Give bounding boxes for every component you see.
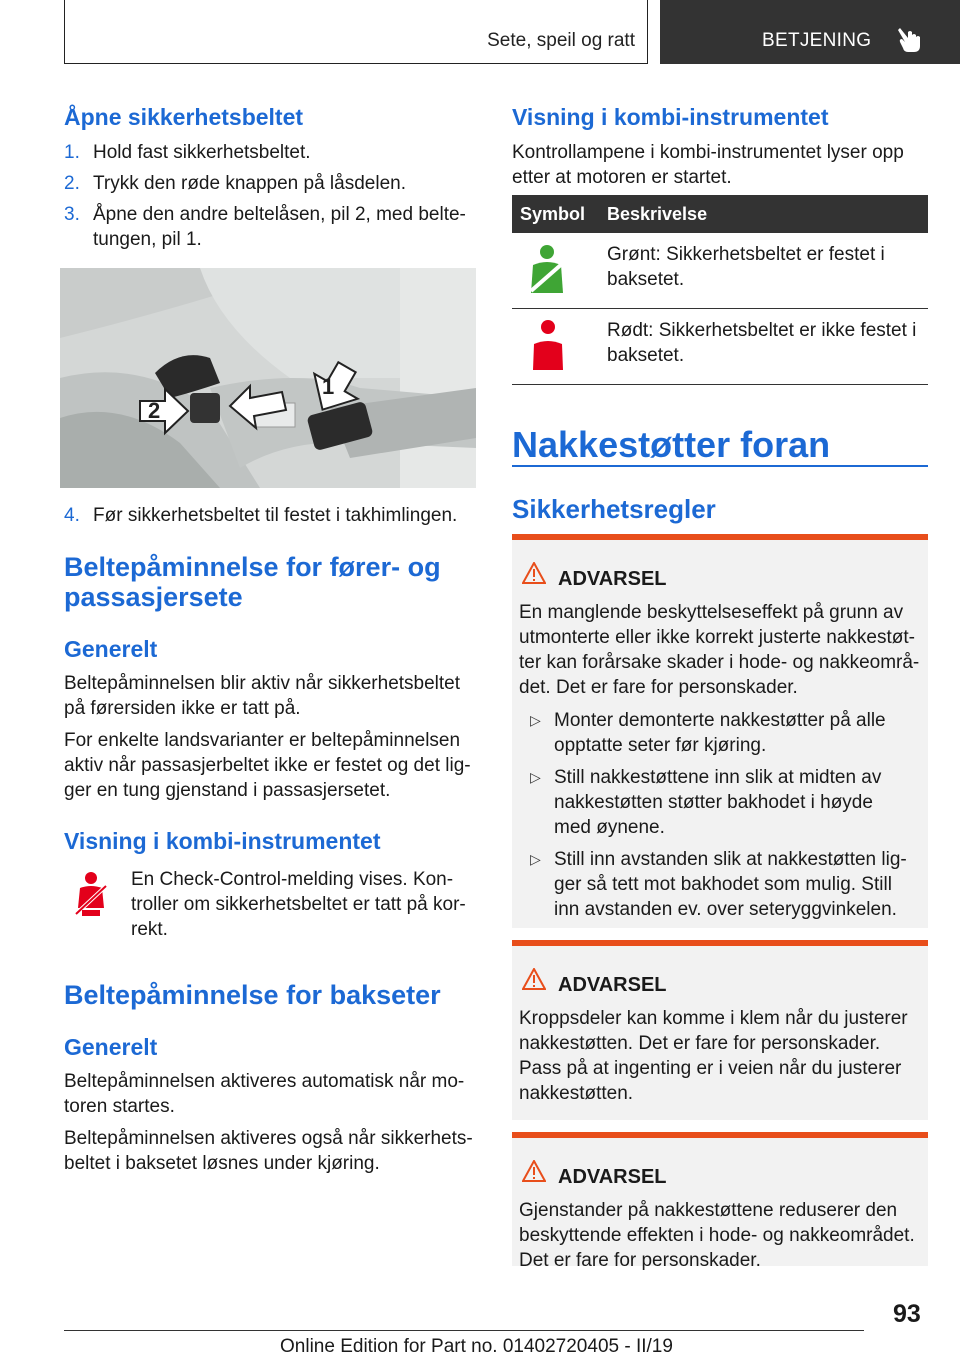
list-item (64, 171, 406, 196)
list-item (64, 503, 458, 528)
table-header-symbol: Symbol (520, 204, 586, 224)
paragraph: Beltepåminnelsen aktiveres automatisk når mo‐toren startes. (64, 1071, 465, 1117)
warning-title: ADVARSEL (558, 974, 667, 996)
paragraph: En Check-Control-melding vises. Kon‐troller om sikkerhetsbeltet er tatt på kor‐rekt. (131, 869, 466, 940)
seatbelt-buckle-photo (60, 268, 476, 488)
pointing-hand-icon (896, 26, 922, 54)
bullet-text: Still nakkestøttene inn slik at midten av nakkestøtten støtter bakhodet i høyde med øynene. (554, 767, 882, 838)
page-number: 93 (893, 1300, 921, 1328)
step-text: Åpne den andre beltelåsen, pil 2, med belte‐tungen, pil 1. (93, 204, 466, 250)
seatbelt-red-icon (530, 318, 566, 372)
warning-title: ADVARSEL (558, 568, 667, 590)
subsection-title-generelt: Generelt (64, 636, 158, 662)
header-section-title: Sete, speil og ratt (487, 30, 635, 51)
bullet-triangle-icon: ▷ (530, 851, 541, 867)
bullet-triangle-icon: ▷ (530, 769, 541, 785)
seatbelt-warning-icon (70, 870, 112, 922)
section-title-visning-right: Visning i kombi-instrumentet (512, 104, 829, 130)
subsection-title-visning: Visning i kombi-instrumentet (64, 828, 381, 854)
step-number: 4. (64, 505, 80, 526)
paragraph: Kontrollampene i kombi-instrumentet lyser opp etter at motoren er startet. (512, 142, 904, 188)
table-cell-description: Grønt: Sikkerhetsbeltet er festet i baksetet. (607, 244, 885, 290)
subsection-title-generelt: Generelt (64, 1034, 158, 1060)
warning-triangle-icon (522, 1160, 546, 1182)
photo-label-2: 2 (148, 398, 161, 423)
list-item (64, 202, 466, 250)
warning-box (512, 940, 928, 1120)
warning-text: Gjenstander på nakkestøttene reduserer den beskyttende effekten i hode- og nakkeområdet. Det er fare for personskader. (519, 1200, 915, 1271)
bullet-text: Monter demonterte nakkestøtter på alle opptatte seter før kjøring. (554, 710, 886, 756)
table-header (512, 195, 928, 233)
section-title-bakseter: Beltepåminnelse for bakseter (64, 980, 441, 1010)
chapter-title-nakkestotter: Nakkestøtter foran (512, 424, 831, 465)
header-chapter-title: BETJENING (762, 30, 872, 51)
table-header-description: Beskrivelse (607, 204, 708, 224)
section-title-sikkerhetsregler: Sikkerhetsregler (512, 494, 716, 524)
list-item (64, 140, 311, 165)
section-title-reminder: Beltepåminnelse for fører- og passasjersete (64, 552, 441, 612)
table-cell-description: Rødt: Sikkerhetsbeltet er ikke festet i baksetet. (607, 320, 917, 366)
footer-divider (64, 1330, 864, 1331)
step-text: Trykk den røde knappen på låsdelen. (93, 173, 406, 194)
title-underline (512, 465, 928, 467)
paragraph: For enkelte landsvarianter er beltepåminnelsen aktiv når passasjerbeltet ikke er festet og det lig‐ger en tung gjenstand i passasjersetet. (64, 730, 471, 801)
warning-box (512, 1132, 928, 1271)
section-title-open-belt: Åpne sikkerhetsbeltet (64, 104, 304, 130)
warning-triangle-icon (522, 562, 546, 584)
paragraph: Beltepåminnelsen blir aktiv når sikkerhetsbeltet på førersiden ikke er tatt på. (64, 673, 461, 719)
table-divider (512, 384, 928, 385)
photo-label-1: 1 (322, 374, 335, 399)
step-text: Før sikkerhetsbeltet til festet i takhimlingen. (93, 505, 458, 526)
step-number: 2. (64, 173, 80, 194)
header-section-box (64, 0, 648, 64)
header-chapter-box (660, 0, 960, 64)
bullet-triangle-icon: ▷ (530, 712, 541, 728)
paragraph: Beltepåminnelsen aktiveres også når sikkerhets‐beltet i baksetet løsnes under kjøring. (64, 1128, 473, 1174)
warning-text: Kroppsdeler kan komme i klem når du justerer nakkestøtten. Det er fare for personskader. Pass på at ingenting er i veien når du justerer nakkestøtten. (519, 1008, 908, 1104)
footer-edition: Online Edition for Part no. 01402720405 - II/19 (280, 1336, 673, 1357)
step-number: 1. (64, 142, 80, 163)
warning-box (512, 534, 928, 928)
step-number: 3. (64, 204, 80, 225)
seatbelt-green-icon (527, 243, 567, 295)
bullet-text: Still inn avstanden slik at nakkestøtten lig‐ger så tett mot bakhodet som mulig. Still inn avstanden ev. over seteryggvinkelen. (554, 849, 907, 920)
step-text: Hold fast sikkerhetsbeltet. (93, 142, 311, 163)
warning-text: En manglende beskyttelseseffekt på grunn av utmonterte eller ikke korrekt justerte nakkestøt‐ter kan forårsake skader i hode- og nakkeområ‐det. Det er fare for personskader. (519, 602, 920, 698)
table-divider (512, 308, 928, 309)
warning-triangle-icon (522, 968, 546, 990)
warning-title: ADVARSEL (558, 1166, 667, 1188)
